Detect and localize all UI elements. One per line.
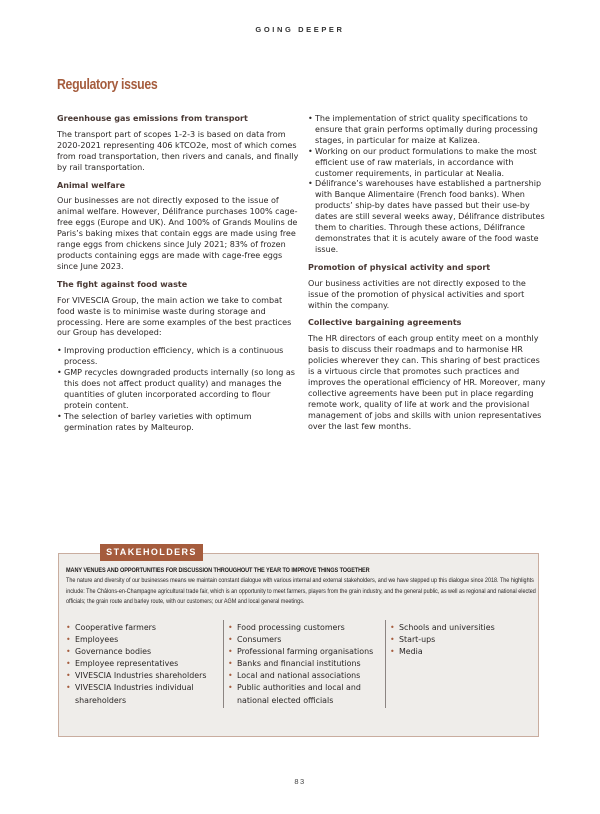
section-heading-animal-welfare: Animal welfare — [57, 180, 126, 190]
stakeholders-column-1 — [66, 622, 226, 707]
list-item: • Professional farming organisations — [228, 646, 388, 658]
section-paragraph-ghg: The transport part of scopes 1-2-3 is based on data from 2020-2021 representing 406 kTCO2e, most of which comes from road transportation, then rivers and canals, and finally by rail transportation. — [57, 129, 299, 172]
list-item: • VIVESCIA Industries individual shareholders — [66, 682, 226, 706]
section-paragraph-physical-activity: Our business activities are not directly exposed to the issue of the promotion of physical activities and sport within the company. — [308, 278, 526, 310]
list-item: • Délifrance’s warehouses have established a partnership with Banque Alimentaire (French food banks). When products’ ship-by dates have passed but their use-by dates are still several weeks away, Délifrance distributes them to charities. Through these actions, Délifrance demonstrates that it is acutely aware of the food waste issue. — [308, 179, 548, 255]
section-heading-food-waste: The fight against food waste — [57, 279, 188, 289]
list-item: • Governance bodies — [66, 646, 226, 658]
list-item: • Consumers — [228, 634, 388, 646]
section-paragraph-animal-welfare: Our businesses are not directly exposed to the issue of animal welfare. However, Délifrance purchases 100% cage-free eggs (Europe and UK). And 100% of Grands Moulins de Paris’s baking mixes that contain eggs are made using free range eggs from chickens since July 2021; 83% of frozen products containing eggs are made with cage-free eggs since June 2023. — [57, 196, 298, 271]
list-item: • Working on our product formulations to make the most efficient use of raw materials, in accordance with customer requirements, in particular at Nealia. — [308, 147, 548, 180]
page-title: Regulatory issues — [57, 76, 158, 93]
stakeholders-heading: MANY VENUES AND OPPORTUNITIES FOR DISCUSSION THROUGHOUT THE YEAR TO IMPROVE THINGS TOGETHER — [66, 567, 370, 574]
list-item: • Local and national associations — [228, 670, 388, 682]
page-number: 83 — [294, 777, 306, 786]
section-heading-physical-activity: Promotion of physical activity and sport — [308, 262, 491, 272]
list-item: • GMP recycles downgraded products internally (so long as this does not affect product quality) and manages the quantities of gluten incorporated according to flour protein content. — [57, 368, 300, 412]
list-item: • Start-ups — [390, 634, 540, 646]
stakeholders-list — [66, 622, 536, 710]
stakeholders-description: The nature and diversity of our businesses means we maintain constant dialogue with various internal and external stakeholders, and we have stepped up this dialogue since 2018. The highlights include: The Châlons-en-Champagne agricultural trade fair, which is an opportunity to meet farmers, players from the grain industry, and the general public, as well as regional and national elected officials; the grain route and barley route, with our customers; our AGM and local general meetings. — [66, 577, 536, 606]
stakeholders-column-2 — [228, 622, 388, 707]
column-divider — [385, 620, 386, 708]
stakeholders-column-3 — [390, 622, 540, 658]
stakeholders-tab-label: STAKEHOLDERS — [100, 544, 203, 561]
section-heading-ghg: Greenhouse gas emissions from transport — [57, 114, 248, 123]
list-item: • The selection of barley varieties with optimum germination rates by Malteurop. — [57, 412, 300, 434]
list-item: • VIVESCIA Industries shareholders — [66, 670, 226, 682]
list-item: • Food processing customers — [228, 622, 388, 634]
food-waste-bullet-list — [57, 346, 300, 433]
left-column — [57, 114, 300, 441]
list-item: • Improving production efficiency, which is a continuous process. — [57, 346, 300, 368]
list-item: • The implementation of strict quality specifications to ensure that grain performs optimally during processing stages, in particular for maize at Kalizea. — [308, 114, 548, 147]
list-item: • Employees — [66, 634, 226, 646]
column-divider — [223, 620, 224, 708]
list-item: • Banks and financial institutions — [228, 658, 388, 670]
section-paragraph-collective-bargaining: The HR directors of each group entity meet on a monthly basis to discuss their roadmaps and to harmonise HR policies wherever they can. This sharing of best practices is a virtuous circle that promotes such practices and improves the operational efficiency of HR. Moreover, many collective agreements have been put in place regarding remote work, quality of life at work and the provisional management of jobs and skills with union representatives over the last few months. — [308, 334, 546, 431]
list-item: • Public authorities and local and national elected officials — [228, 682, 388, 706]
list-item: • Cooperative farmers — [66, 622, 226, 634]
food-waste-bullet-list-continued — [308, 114, 548, 256]
running-head: GOING DEEPER — [255, 25, 345, 34]
list-item: • Employee representatives — [66, 658, 226, 670]
section-heading-collective-bargaining: Collective bargaining agreements — [308, 318, 462, 328]
list-item: • Schools and universities — [390, 622, 540, 634]
right-column — [308, 114, 548, 439]
list-item: • Media — [390, 646, 540, 658]
section-paragraph-food-waste: For VIVESCIA Group, the main action we take to combat food waste is to minimise waste during storage and processing. Here are some examples of the best practices our Group has developed: — [57, 295, 292, 338]
